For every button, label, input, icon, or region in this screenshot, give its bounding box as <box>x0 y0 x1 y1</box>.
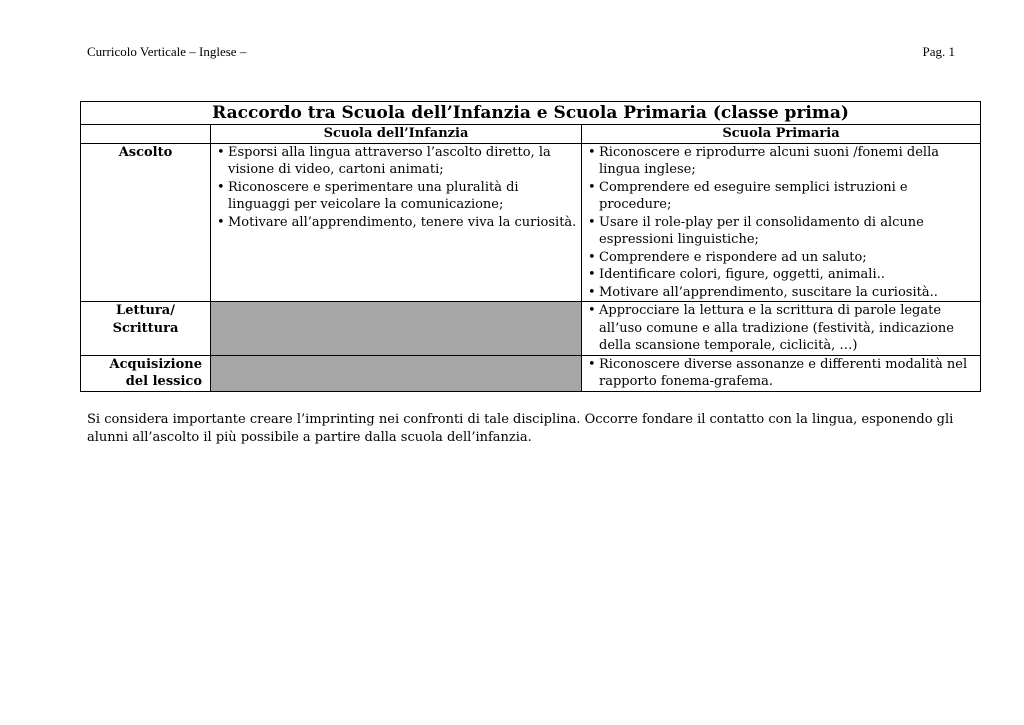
row-label-line: Acquisizione <box>109 356 202 372</box>
list-item: • Riconoscere diverse assonanze e differenti modalità nel rapporto fonema-grafema. <box>585 356 977 391</box>
row-label-lettura-scrittura <box>81 302 211 356</box>
list-item: • Esporsi alla lingua attraverso l’ascolto diretto, la visione di video, cartoni animati; <box>214 144 578 179</box>
cell-lettura-infanzia-shaded <box>211 302 582 356</box>
row-label-line: Lettura/ <box>116 303 175 318</box>
cell-lessico-primaria <box>582 355 981 391</box>
table-row-ascolto <box>81 143 981 302</box>
list-item: • Comprendere e rispondere ad un saluto; <box>585 249 977 267</box>
header-title: Curricolo Verticale – Inglese – <box>87 44 247 59</box>
column-header-empty <box>81 125 211 144</box>
cell-ascolto-primaria <box>582 143 981 302</box>
curriculum-table <box>80 101 981 392</box>
list-item: • Motivare all’apprendimento, tenere viva la curiosità. <box>214 214 578 232</box>
row-label-ascolto: Ascolto <box>81 143 211 302</box>
list-lessico-primaria <box>585 356 977 391</box>
list-ascolto-infanzia <box>214 144 578 232</box>
table-title-row <box>81 102 981 125</box>
list-item: • Riconoscere e riprodurre alcuni suoni /fonemi della lingua inglese; <box>585 144 977 179</box>
table-row-lettura-scrittura <box>81 302 981 356</box>
list-item: • Approcciare la lettura e la scrittura di parole legate all’uso comune e alla tradizione (festività, indicazione della scansione temporale, ciclicità, …) <box>585 302 977 355</box>
table-row-lessico <box>81 355 981 391</box>
column-header-primaria: Scuola Primaria <box>582 125 981 144</box>
note-paragraph: Si considera importante creare l’imprinting nei confronti di tale disciplina. Occorre fondare il contatto con la lingua, esponendo gli alunni all’ascolto il più possibile a partire dalla scuola dell’infanzia. <box>87 412 954 445</box>
cell-lessico-infanzia-shaded <box>211 355 582 391</box>
table-title: Raccordo tra Scuola dell’Infanzia e Scuola Primaria (classe prima) <box>81 102 981 125</box>
list-lettura-primaria <box>585 302 977 355</box>
row-label-line: Scrittura <box>112 320 179 336</box>
row-label-lessico <box>81 355 211 391</box>
list-item: • Comprendere ed eseguire semplici istruzioni e procedure; <box>585 179 977 214</box>
list-item: • Riconoscere e sperimentare una pluralità di linguaggi per veicolare la comunicazione; <box>214 179 578 214</box>
list-item: • Usare il role-play per il consolidamento di alcune espressioni linguistiche; <box>585 214 977 249</box>
list-ascolto-primaria <box>585 144 977 302</box>
list-item: • Identificare colori, figure, oggetti, animali.. <box>585 266 977 284</box>
cell-lettura-primaria <box>582 302 981 356</box>
page-number: Pag. 1 <box>922 44 955 59</box>
column-header-infanzia: Scuola dell’Infanzia <box>211 125 582 144</box>
column-header-row <box>81 125 981 144</box>
cell-ascolto-infanzia <box>211 143 582 302</box>
row-label-line: del lessico <box>125 374 202 389</box>
list-item: • Motivare all’apprendimento, suscitare la curiosità.. <box>585 284 977 302</box>
